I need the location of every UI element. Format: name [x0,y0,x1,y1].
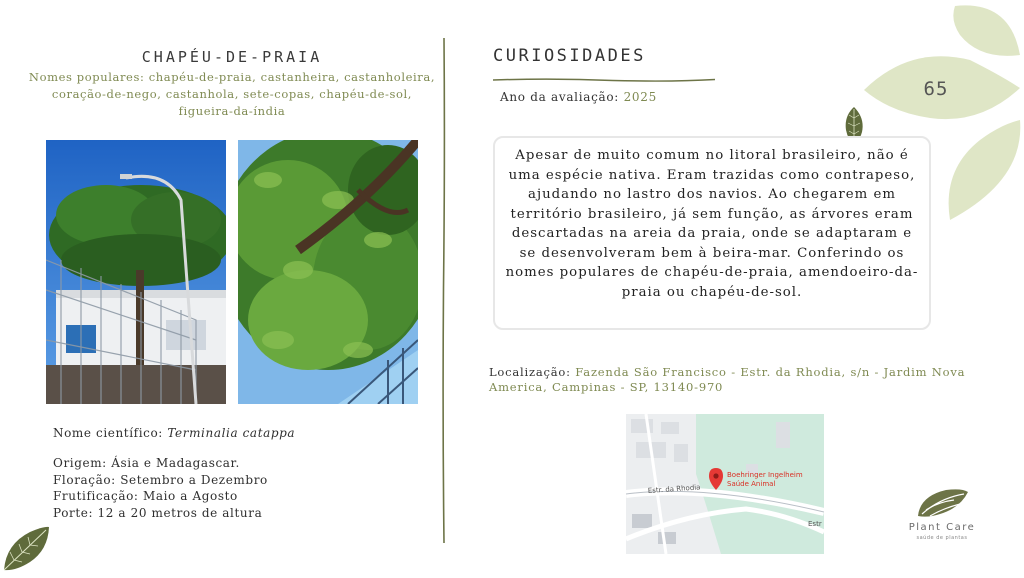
evaluation-year [500,90,657,104]
year-value: 2025 [623,90,657,104]
map-road-label-2: Estr [808,520,822,528]
map-pin-label-2: Saúde Animal [727,480,776,488]
plant-facts [53,455,268,521]
tree-photo-street [46,140,226,404]
brand-name: Plant Care [908,522,976,533]
curiosities-heading: CURIOSIDADES [493,46,646,66]
tree-photo-canopy [238,140,418,404]
fact-origin: Origem: Ásia e Madagascar. [53,456,240,470]
scientific-value: Terminalia catappa [167,426,296,440]
page-number: 65 [923,78,949,100]
location-value: Fazenda São Francisco - Estr. da Rhodia, s/n - Jardim Nova America, Campinas - SP, 13140-970 [489,365,966,394]
scientific-name [53,426,295,440]
fact-fruiting: Frutificação: Maio a Agosto [53,489,238,503]
location [489,365,989,395]
heading-underline [493,68,715,74]
location-label: Localização: [489,365,571,379]
column-divider [442,38,446,543]
curiosities-text-box [493,136,931,330]
year-label: Ano da avaliação: [500,90,620,104]
curiosities-text: Apesar de muito comum no litoral brasileiro, não é uma espécie nativa. Eram trazidas como contrapeso, ajudando no lastro dos navios. Ao chegarem em território brasileiro, já sem função, as árvores eram descartadas na areia da praia, onde se adaptaram e se desenvolveram bem à beira-mar. Conferindo os nomes populares de chapéu-de-praia, amendoeiro-da-praia ou chapéu-de-sol. [505,148,919,300]
fact-flowering: Floração: Setembro a Dezembro [53,472,268,487]
fact-size: Porte: 12 a 20 metros de altura [53,505,263,520]
brand-tagline: saúde de plantas [916,535,968,541]
plant-title: CHAPÉU-DE-PRAIA [141,48,323,66]
scientific-label: Nome científico: [53,426,163,440]
map-pin-label-1: Boehringer Ingelheim [727,471,803,479]
map-road-label: Estr. da Rhodia [647,483,701,495]
corner-leaf-icon [0,524,52,574]
common-names: Nomes populares: chapéu-de-praia, castanheira, castanholeira, coração-de-nego, castanhola, sete-copas, chapéu-de-sol, figueira-da-índia [28,70,436,118]
location-map[interactable] [626,414,824,554]
common-names-label: Nomes populares: [28,70,145,84]
